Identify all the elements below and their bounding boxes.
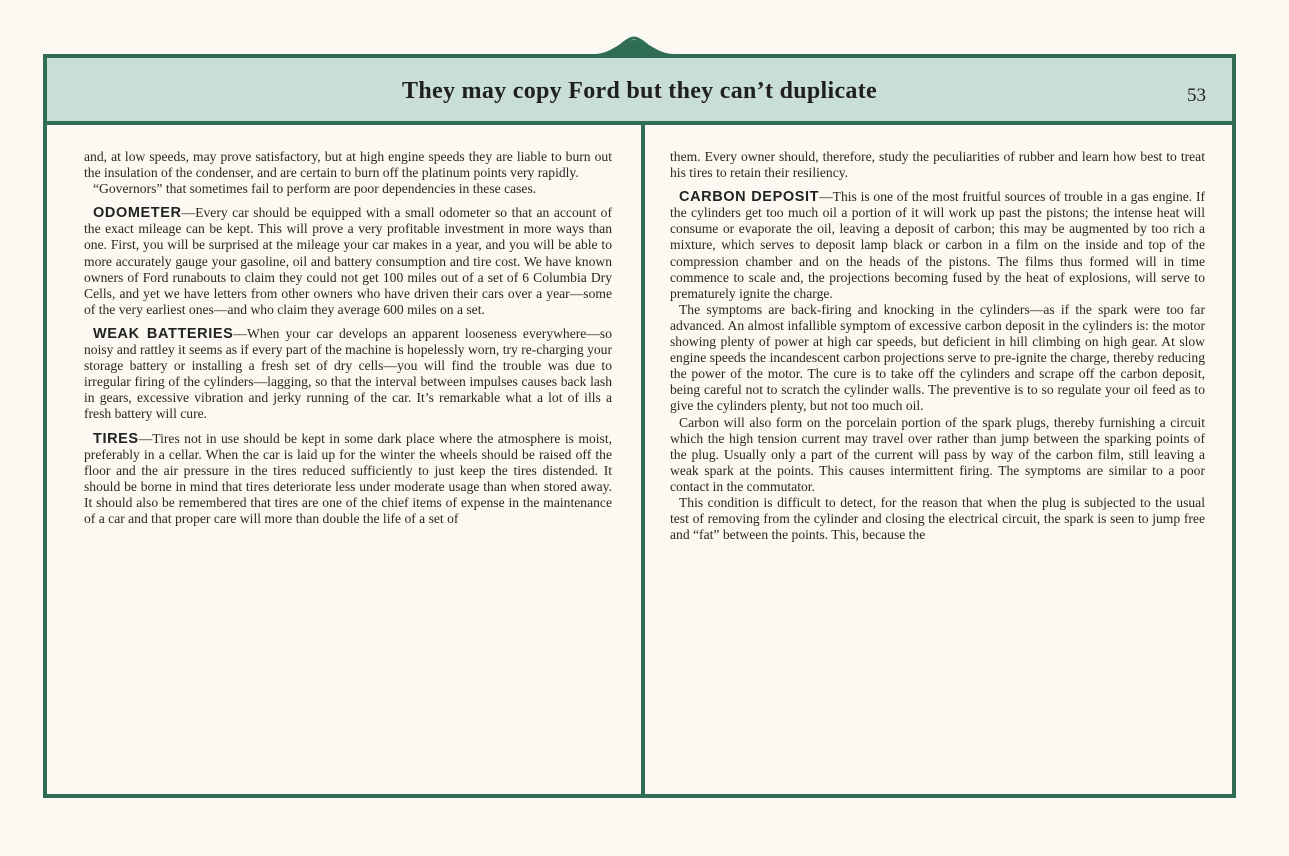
tires-section bbox=[84, 431, 612, 528]
paragraph: The symptoms are back-firing and knocking in the cylinders—as if the spark were too far advanced. An almost infallible symptom of excessive carbon deposit in the cylinders is: the motor showing plenty of power at high car speeds, but deficient in hill climbing on high gear. At slow engine speeds the incandescent carbon projections serve to pre-ignite the charge, thereby reducing the power of the motor. The cure is to take off the cylinders and scrape off the carbon deposit, being careful not to scratch the cylinder walls. The preventive is to so regulate your oil feed as to give the cylinders plenty, but not too much oil. bbox=[670, 301, 1205, 414]
right-column bbox=[670, 149, 1205, 543]
weak-batteries-section bbox=[84, 326, 612, 423]
left-column bbox=[84, 149, 612, 527]
section-text: —Every car should be equipped with a small odometer so that an account of the exact mileage can be kept. This will prove a very profitable investment in more ways than one. First, you will be surprised at the mileage your car makes in a year, and you will be able to more accurately gauge your gasoline, oil and battery consumption and tire cost. We have known owners of Ford runabouts to claim they could not get 100 miles out of a set of 6 Columbia Dry Cells, and yet we have letters from other owners who have driven their cars over a year—some of the very earliest ones—and who claim they average 600 miles on a set. bbox=[84, 205, 612, 317]
section-heading-weak-batteries: WEAK BATTERIES bbox=[93, 325, 234, 342]
paragraph: them. Every owner should, therefore, study the peculiarities of rubber and learn how best to treat his tires to retain their resiliency. bbox=[670, 149, 1205, 181]
page-title: They may copy Ford but they can’t duplicate bbox=[402, 78, 877, 104]
header-ornament bbox=[594, 34, 674, 56]
paragraph: “Governors” that sometimes fail to perform are poor dependencies in these cases. bbox=[93, 181, 537, 197]
section-text: —When your car develops an apparent looseness everywhere—so noisy and rattley it seems as if every part of the machine is hopelessly worn, try re-charging your storage battery or installing a fresh set of dry cells—you will find the trouble was due to irregular firing of the cylinders—lagging, so that the interval between impulses causes back lash in gears, excessive vibration and jerky running of the car. It’s remarkable what a lot of ills a fresh battery will cure. bbox=[84, 325, 613, 422]
column-divider bbox=[641, 125, 645, 798]
paragraph: and, at low speeds, may prove satisfactory, but at high engine speeds they are liable to burn out the insulation of the condenser, and are certain to burn off the platinum points very rapidly. bbox=[84, 149, 612, 181]
odometer-section bbox=[84, 205, 612, 318]
section-heading-carbon-deposit: CARBON DEPOSIT bbox=[679, 189, 820, 206]
paragraph: Carbon will also form on the porcelain portion of the spark plugs, thereby furnishing a circuit which the high tension current may travel over rather than jump between the sparking points of the plug. Usually only a part of the current will pass by way of the carbon film, still leaving a weak spark at the points. This causes intermittent firing. The symptoms are similar to a poor contact in the commutator. bbox=[670, 414, 1205, 494]
section-heading-odometer: ODOMETER bbox=[93, 205, 182, 222]
section-text: —This is one of the most fruitful sources of trouble in a gas engine. If the cylinders get too much oil a portion of it will work up past the pistons; the intense heat will consume or evaporate the oil, leaving a deposit of carbon; this may be augmented by too rich a mixture, which serves to deposit lamp black or carbon in a film on the inside and top of the compression chamber and on the heads of the pistons. The films thus formed will in time commence to scale and, the projections becoming fused by the heat of explosions, will serve to prematurely ignite the charge. bbox=[670, 189, 1205, 301]
carbon-deposit-section bbox=[670, 189, 1205, 302]
paragraph: This condition is difficult to detect, for the reason that when the plug is subjected to the usual test of removing from the cylinder and closing the electrical circuit, the spark is seen to jump free and “fat” between the points. This, because the bbox=[670, 494, 1205, 543]
page-frame bbox=[43, 54, 1236, 798]
running-header bbox=[47, 58, 1232, 125]
section-text: —Tires not in use should be kept in some dark place where the atmosphere is moist, preferably in a cellar. When the car is laid up for the winter the wheels should be raised off the floor and the air pressure in the tires reduced sufficiently to just keep the tires distended. It should be borne in mind that tires deteriorate less under moderate usage than when stored away. It should also be remembered that tires are one of the chief items of expense in the maintenance of a car and that proper care will more than double the life of a set of bbox=[84, 430, 612, 526]
page-number: 53 bbox=[1187, 85, 1206, 106]
section-heading-tires: TIRES bbox=[93, 430, 139, 447]
